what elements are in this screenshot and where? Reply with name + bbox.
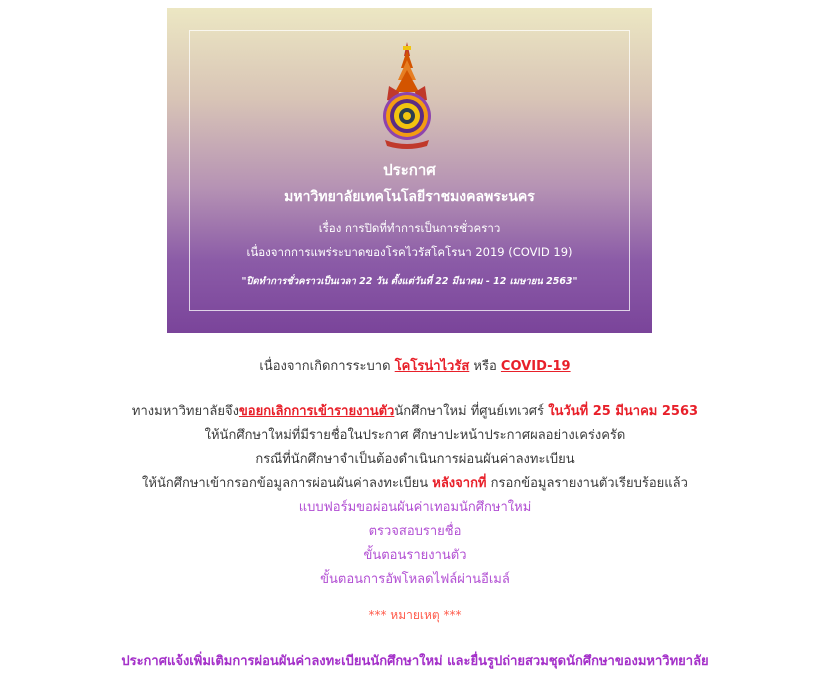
banner-title: ประกาศ [383,161,436,179]
banner-subject: เรื่อง การปิดที่ทำการเป็นการชั่วคราว [318,221,501,235]
additional-announcement-link[interactable]: ประกาศแจ้งเพิ่มเติมการผ่อนผันค่าลงทะเบียนนักศึกษาใหม่ และยื่นรูปถ่ายสวมชุดนักศึกษาของมหาวิทยาลัย [121,654,709,669]
notice-line-2: ให้นักศึกษาใหม่ที่มีรายชื่อในประกาศ ศึกษาปะหน้าประกาศผลอย่างเคร่งครัด [204,428,626,443]
report-steps-link[interactable]: ขั้นตอนรายงานตัว [363,548,467,563]
remark-label: *** หมายเหตุ *** [368,608,462,622]
notice-l1-mid: นักศึกษาใหม่ ที่ศูนย์เทเวศร์ [394,404,545,419]
intro-prefix: เนื่องจากเกิดการระบาด [259,359,391,374]
covid19-link[interactable]: COVID-19 [500,359,571,374]
notice-line-4 [0,472,830,493]
coronavirus-link[interactable]: โคโรน่าไวรัส [394,359,470,374]
intro-middle: หรือ [473,359,497,374]
notice-l4-emphasis: หลังจากที่ [432,476,487,491]
notice-date: ในวันที่ 25 มีนาคม 2563 [548,404,699,419]
cancel-report-link[interactable]: ขอยกเลิกการเข้ารายงานตัว [238,404,395,419]
intro-line [0,355,830,376]
university-seal-icon [377,42,437,150]
notice-l1-prefix: ทางมหาวิทยาลัยจึง [131,404,239,419]
upload-email-steps-link[interactable]: ขั้นตอนการอัพโหลดไฟล์ผ่านอีเมล์ [320,572,510,587]
deferment-form-link[interactable]: แบบฟอร์มขอผ่อนผันค่าเทอมนักศึกษาใหม่ [298,500,532,515]
notice-line-3: กรณีที่นักศึกษาจำเป็นต้องดำเนินการผ่อนผันค่าลงทะเบียน [255,452,575,467]
check-names-link[interactable]: ตรวจสอบรายชื่อ [368,524,462,539]
notice-l4-suffix: กรอกข้อมูลรายงานตัวเรียบร้อยแล้ว [490,476,688,491]
banner-period: "ปิดทำการชั่วคราวเป็นเวลา 22 วัน ตั้งแต่วันที่ 22 มีนาคม - 12 เมษายน 2563" [241,276,578,287]
banner-university-name: มหาวิทยาลัยเทคโนโลยีราชมงคลพระนคร [284,189,535,205]
notice-line-1 [0,400,830,421]
announcement-banner [167,8,652,333]
notice-l4-prefix: ให้นักศึกษาเข้ากรอกข้อมูลการผ่อนผันค่าลงทะเบียน [142,476,429,491]
banner-cause: เนื่องจากการแพร่ระบาดของโรคไวรัสโคโรนา 2019 (COVID 19) [246,245,573,259]
